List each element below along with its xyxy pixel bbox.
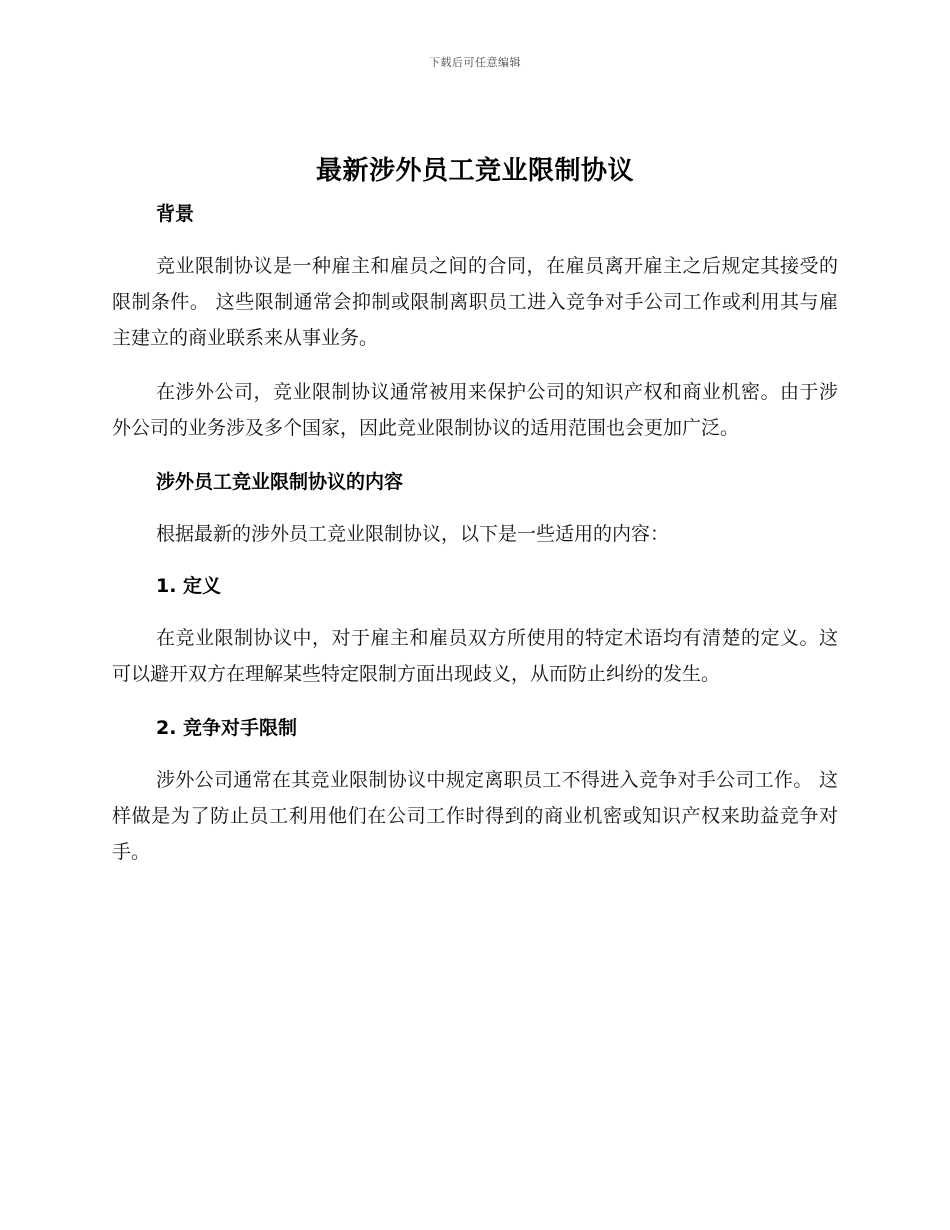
paragraph-background-2: 在涉外公司，竞业限制协议通常被用来保护公司的知识产权和商业机密。由于涉外公司的业务涉及多个国家，因此竞业限制协议的适用范围也会更加广泛。 <box>112 381 838 439</box>
paragraph-definition: 在竞业限制协议中，对于雇主和雇员双方所使用的特定术语均有清楚的定义。这可以避开双方在理解某些特定限制方面出现歧义，从而防止纠纷的发生。 <box>112 627 838 685</box>
paragraph-competitor: 涉外公司通常在其竞业限制协议中规定离职员工不得进入竞争对手公司工作。 这样做是为了防止员工利用他们在公司工作时得到的商业机密或知识产权来助益竞争对手。 <box>112 769 838 863</box>
document-body <box>112 196 838 870</box>
section-heading-contents: 涉外员工竞业限制协议的内容 <box>156 471 404 493</box>
section-heading-definition: 1. 定义 <box>156 575 222 597</box>
header-note: 下载后可任意编辑 <box>429 56 521 69</box>
section-heading-competitor: 2. 竞争对手限制 <box>156 717 298 739</box>
paragraph-background-1: 竞业限制协议是一种雇主和雇员之间的合同，在雇员离开雇主之后规定其接受的限制条件。 这些限制通常会抑制或限制离职员工进入竞争对手公司工作或利用其与雇主建立的商业联系来从事业务。 <box>112 255 838 349</box>
paragraph-contents-intro: 根据最新的涉外员工竞业限制协议，以下是一些适用的内容： <box>156 523 670 545</box>
section-heading-background: 背景 <box>156 203 195 225</box>
document-title: 最新涉外员工竞业限制协议 <box>315 156 634 186</box>
